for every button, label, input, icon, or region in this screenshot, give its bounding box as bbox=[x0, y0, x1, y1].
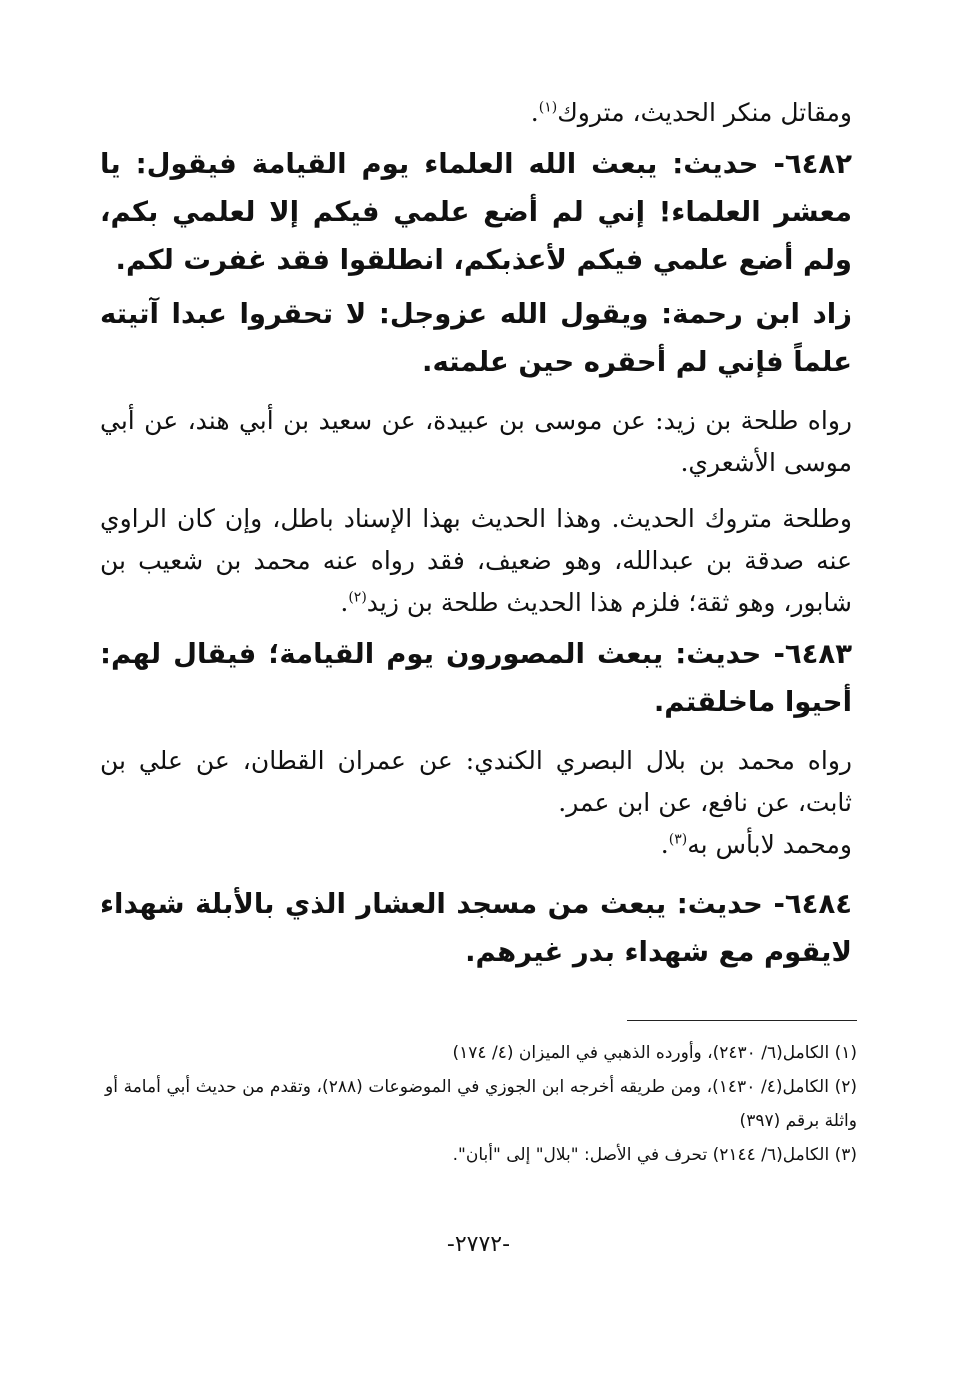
paragraph-text: ومحمد لابأس به bbox=[687, 830, 852, 859]
paragraph-talha-matruk bbox=[100, 498, 852, 624]
hadith-number: ٦٤٨٣- bbox=[773, 638, 852, 670]
spacer bbox=[100, 866, 852, 880]
hadith-text: حديث: يبعث المصورون يوم القيامة؛ فيقال لهم: أحيوا ماخلقتم. bbox=[100, 638, 852, 718]
page-number: -٢٧٧٢- bbox=[446, 1232, 511, 1257]
paragraph-narration-muhammad bbox=[100, 740, 852, 824]
hadith-addition-text: زاد ابن رحمة: ويقول الله عزوجل: لا تحقروا عبدا آتيته علماً فإني لم أحقره حين علمته. bbox=[100, 298, 852, 378]
paragraph-text: وطلحة متروك الحديث. وهذا الحديث بهذا الإسناد باطل، وإن كان الراوي عنه صدقة بن عبدالله، وهو ضعيف، فقد رواه عنه محمد بن شعيب بن شابور، وهو ثقة؛ فلزم هذا الحديث طلحة بن زيد bbox=[100, 504, 852, 617]
paragraph-text: رواه طلحة بن زيد: عن موسى بن عبيدة، عن سعيد بن أبي هند، عن أبي موسى الأشعري. bbox=[100, 406, 852, 477]
footnotes bbox=[105, 1036, 857, 1172]
footnote-ref-2: (٢) bbox=[348, 589, 367, 606]
paragraph-muqatil bbox=[100, 92, 852, 134]
spacer bbox=[100, 726, 852, 740]
footnote-ref-3: (٣) bbox=[668, 831, 688, 848]
footnote-ref-1: (١) bbox=[538, 99, 558, 116]
hadith-text: حديث: يبعث الله العلماء يوم القيامة فيقول: يا معشر العلماء! إني لم أضع علمي فيكم إلا لعلمي بكم، ولم أضع علمي فيكم لأعذبكم، انطلقوا فقد غفرت لكم. bbox=[100, 148, 852, 276]
paragraph-narration-talha bbox=[100, 400, 852, 484]
paragraph-muhammad-grading bbox=[100, 824, 852, 866]
paragraph-text: ومقاتل منكر الحديث، متروك bbox=[557, 98, 852, 127]
paragraph-end: . bbox=[660, 830, 669, 859]
hadith-text: حديث: يبعث من مسجد العشار الذي بالأبلة شهداء لايقوم مع شهداء بدر غيرهم. bbox=[100, 888, 852, 968]
paragraph-end: . bbox=[530, 98, 539, 127]
footnote-divider bbox=[627, 1020, 857, 1021]
spacer bbox=[100, 484, 852, 498]
hadith-6483 bbox=[100, 630, 852, 726]
paragraph-text: رواه محمد بن بلال البصري الكندي: عن عمران القطان، عن علي بن ثابت، عن نافع، عن ابن عمر. bbox=[100, 746, 852, 817]
footnote-1: (١) الكامل(٦/ ٢٤٣٠)، وأورده الذهبي في الميزان (٤/ ١٧٤) bbox=[452, 1043, 857, 1063]
footnote-3: (٣) الكامل(٦/ ٢١٤٤) تحرف في الأصل: "بلال" إلى "أبان". bbox=[452, 1145, 857, 1165]
footnote-2: (٢) الكامل(٤/ ١٤٣٠)، ومن طريقه أخرجه ابن الجوزي في الموضوعات (٢٨٨)، وتقدم من حديث أبي أمامة أو واثلة برقم (٣٩٧) bbox=[105, 1077, 857, 1131]
spacer bbox=[100, 386, 852, 400]
paragraph-end: . bbox=[340, 588, 349, 617]
hadith-6482 bbox=[100, 140, 852, 284]
hadith-number: ٦٤٨٢- bbox=[773, 148, 852, 180]
hadith-number: ٦٤٨٤- bbox=[773, 888, 853, 920]
hadith-6484 bbox=[100, 880, 852, 976]
hadith-6482-addition bbox=[100, 290, 852, 386]
